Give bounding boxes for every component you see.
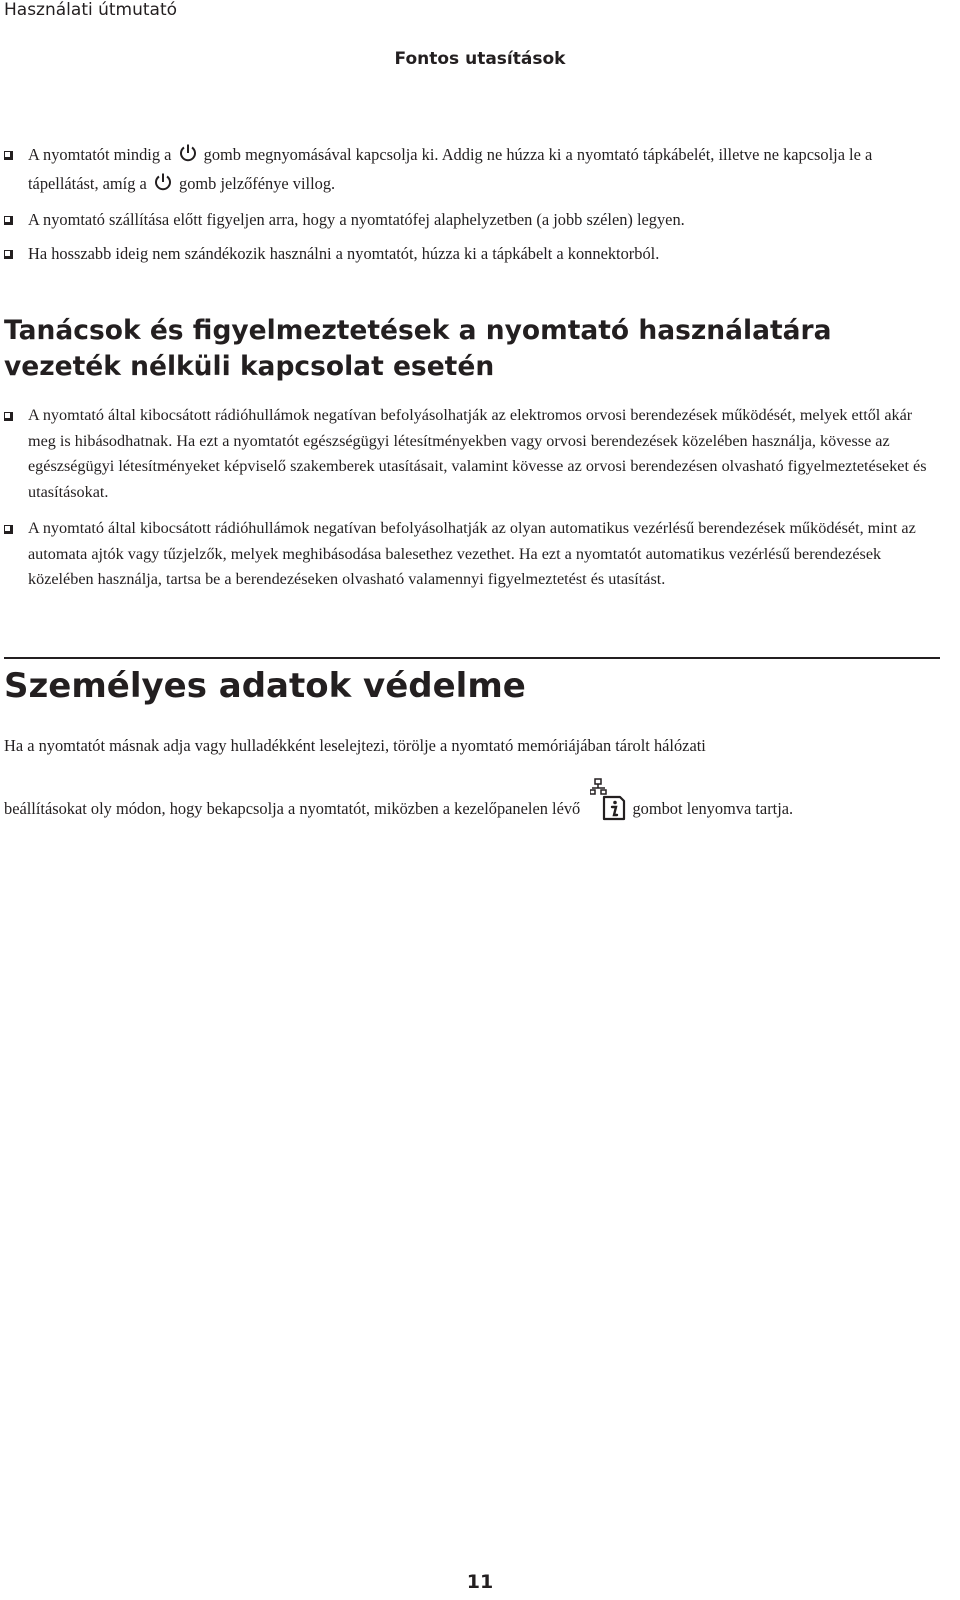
power-icon	[178, 143, 198, 171]
privacy-text: beállításokat oly módon, hogy bekapcsolja a nyomtatót, miközben a kezelőpanelen lévő	[4, 799, 581, 818]
list-item: A nyomtató szállítása előtt figyeljen arra, hogy a nyomtatófej alaphelyzetben (a jobb szélen) legyen.	[4, 207, 944, 233]
power-icon	[153, 172, 173, 200]
list-item: A nyomtató által kibocsátott rádióhullámok negatívan befolyásolhatják az olyan automatikus vezérlésű berendezések működését, mint az automata ajtók vagy tűzjelzők, melyek meghibásodása balesethez vezethet. Ha ezt a nyomtatót automatikus vezérlésű berendezések közelében használja, tartsa be a berendezéseken olvasható valamennyi figyelmeztetést és utasítást.	[4, 516, 944, 593]
running-header: Használati útmutató	[4, 0, 178, 20]
intro-list	[4, 142, 944, 274]
list-item-text: gomb jelzőfénye villog.	[179, 173, 336, 193]
list-item: A nyomtató által kibocsátott rádióhullámok negatívan befolyásolhatják az elektromos orvosi berendezések működését, melyek ettől akár meg is hibásodhatnak. Ha ezt a nyomtatót egészségügyi létesítményekben vagy orvosi berendezések közelében használja, kövesse az egészségügyi létesítményeket képviselő szakemberek utasításait, valamint kövesse az orvosi berendezésen olvasható figyelmeztetéseket és utasításokat.	[4, 403, 944, 505]
list-item: Ha hosszabb ideig nem szándékozik használni a nyomtatót, húzza ki a tápkábelt a konnektorból.	[4, 241, 944, 267]
wireless-list	[4, 403, 944, 604]
privacy-text-line2	[4, 778, 934, 829]
section-divider	[4, 657, 940, 659]
privacy-text: gombot lenyomva tartja.	[632, 799, 794, 818]
privacy-paragraph	[4, 733, 934, 829]
list-item-text: gomb megnyomásával kapcsolja ki. Addig ne húzza ki a nyomtató tápkábelét, illetve ne kapcsolja le a tápellátást, amíg a	[28, 145, 873, 193]
network-info-icon	[590, 778, 626, 829]
section-title: Fontos utasítások	[394, 49, 566, 69]
wireless-heading: Tanácsok és figyelmeztetések a nyomtató használatára vezeték nélküli kapcsolat esetén	[4, 315, 832, 382]
privacy-text-line1: Ha a nyomtatót másnak adja vagy hulladékként leselejtezi, törölje a nyomtató memóriájában tárolt hálózati	[4, 736, 706, 755]
page-number: 11	[466, 1571, 494, 1593]
list-item	[4, 142, 944, 199]
list-item-text: A nyomtatót mindig a	[28, 145, 172, 164]
privacy-heading: Személyes adatok védelme	[4, 666, 526, 706]
